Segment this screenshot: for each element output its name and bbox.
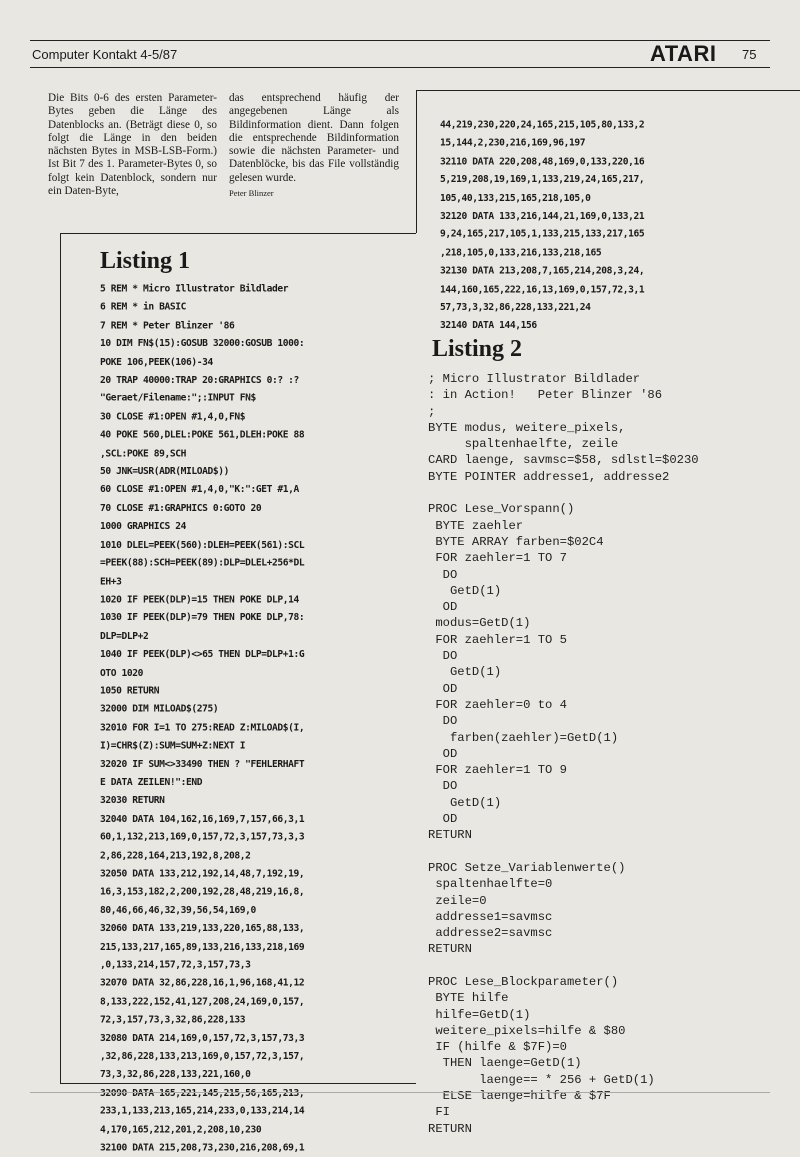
frame-rule-top bbox=[60, 233, 416, 234]
listing-1-continuation-code: 44,219,230,220,24,165,215,105,80,133,2 15,144,2,230,216,169,96,197 32110 DATA 220,208,48,169,0,133,220,16 5,219,208,19,169,1,133,219,24,165,217, 105,40,133,215,165,218,105,0 32120 DATA 133,216,144,21,169,0,133,21 9,24,165,217,105,1,133,215,133,217,165 ,218,105,0,133,216,133,218,165 32130 DATA 213,208,7,165,214,208,3,24, 144,160,165,222,16,13,169,0,157,72,3,1 57,73,3,32,86,228,133,221,24 32140 DATA 144,156 bbox=[440, 119, 645, 332]
listing-2-title: Listing 2 bbox=[432, 336, 523, 362]
page-header bbox=[30, 40, 770, 68]
magazine-title: Computer Kontakt 4-5/87 bbox=[32, 47, 178, 62]
listing-1-code: 5 REM * Micro Illustrator Bildlader 6 REM * in BASIC 7 REM * Peter Blinzer '86 10 DIM FN$(15):GOSUB 32000:GOSUB 1000: POKE 106,PEEK(106)-34 20 TRAP 40000:TRAP 20:GRAPHICS 0:? :? "Geraet/Filename:";:INPUT FN$ 30 CLOSE #1:OPEN #1,4,0,FN$ 40 POKE 560,DLEL:POKE 561,DLEH:POKE 88 ,SCL:POKE 89,SCH 50 JNK=USR(ADR(MILOAD$)) 60 CLOSE #1:OPEN #1,4,0,"K:":GET #1,A 70 CLOSE #1:GRAPHICS 0:GOTO 20 1000 GRAPHICS 24 1010 DLEL=PEEK(560):DLEH=PEEK(561):SCL =PEEK(88):SCH=PEEK(89):DLP=DLEL+256*DL EH+3 1020 IF PEEK(DLP)=15 THEN POKE DLP,14 1030 IF PEEK(DLP)=79 THEN POKE DLP,78: DLP=DLP+2 1040 IF PEEK(DLP)<>65 THEN DLP=DLP+1:G OTO 1020 1050 RETURN 32000 DIM MILOAD$(275) 32010 FOR I=1 TO 275:READ Z:MILOAD$(I, I)=CHR$(Z):SUM=SUM+Z:NEXT I 32020 IF SUM<>33490 THEN ? "FEHLERHAFT E DATA ZEILEN!":END 32030 RETURN 32040 DATA 104,162,16,169,7,157,66,3,1 60,1,132,213,169,0,157,72,3,157,73,3,3 2,86,228,164,213,192,8,208,2 32050 DATA 133,212,192,14,48,7,192,19, 16,3,153,182,2,200,192,28,48,219,16,8, 80,46,66,46,32,39,56,54,169,0 32060 DATA 133,219,133,220,165,88,133, 215,133,217,165,89,133,216,133,218,169 ,0,133,214,157,72,3,157,73,3 32070 DATA 32,86,228,16,1,96,168,41,12 8,133,222,152,41,127,208,24,169,0,157, 72,3,157,73,3,32,86,228,133 32080 DATA 214,169,0,157,72,3,157,73,3 ,32,86,228,133,213,169,0,157,72,3,157, 73,3,32,86,228,133,221,160,0 32090 DATA 165,221,145,215,56,165,213, 233,1,133,213,165,214,233,0,133,214,14 4,170,165,212,201,2,208,10,230 32100 DATA 215,208,73,230,216,208,69,1 bbox=[100, 283, 305, 1154]
intro-text-2: das entsprechend häufig der angegebenen Länge als Bildinformation dient. Dann folgen die entsprechende Bildinformation sowie die nächsten Parameter- und Datenblöcke, bis das File vollständig gelesen wurde. bbox=[229, 92, 399, 184]
frame-rule-vertical bbox=[416, 90, 417, 233]
page-number: 75 bbox=[742, 47, 757, 62]
intro-column-1 bbox=[48, 92, 217, 198]
listing-1-title: Listing 1 bbox=[100, 248, 191, 274]
frame-rule-left bbox=[60, 233, 61, 1083]
intro-text-1: Die Bits 0-6 des ersten Parameter-Bytes geben die Länge des Datenblocks an. (Beträgt diese 0, so folgt die Länge in den beiden nächsten Bytes in MSB-LSB-Form.) Ist Bit 7 des 1. Parameter-Bytes 0, so folgt kein Datenblock, sondern nur ein Daten-Byte, bbox=[48, 92, 217, 198]
intro-column-2 bbox=[229, 92, 399, 200]
author-signature: Peter Blinzer bbox=[229, 188, 274, 199]
frame-rule-top-right bbox=[416, 90, 800, 91]
page-bottom-rule bbox=[30, 1092, 770, 1093]
listing-2-code: ; Micro Illustrator Bildlader : in Action! Peter Blinzer '86 ; BYTE modus, weitere_pixels, spaltenhaelfte, zeile CARD laenge, savmsc=$58, sdlstl=$0230 BYTE POINTER addresse1, addresse2 PROC Lese_Vorspann() BYTE zaehler BYTE ARRAY farben=$02C4 FOR zaehler=1 TO 7 DO GetD(1) OD modus=GetD(1) FOR zaehler=1 TO 5 DO GetD(1) OD FOR zaehler=0 to 4 DO farben(zaehler)=GetD(1) OD FOR zaehler=1 TO 9 DO GetD(1) OD RETURN PROC Setze_Variablenwerte() spaltenhaelfte=0 zeile=0 addresse1=savmsc addresse2=savmsc RETURN PROC Lese_Blockparameter() BYTE hilfe hilfe=GetD(1) weitere_pixels=hilfe & $80 IF (hilfe & $7F)=0 THEN laenge=GetD(1) laenge== * 256 + GetD(1) ELSE laenge=hilfe & $7F FI RETURN bbox=[428, 372, 699, 1136]
section-title: ATARI bbox=[650, 41, 717, 66]
